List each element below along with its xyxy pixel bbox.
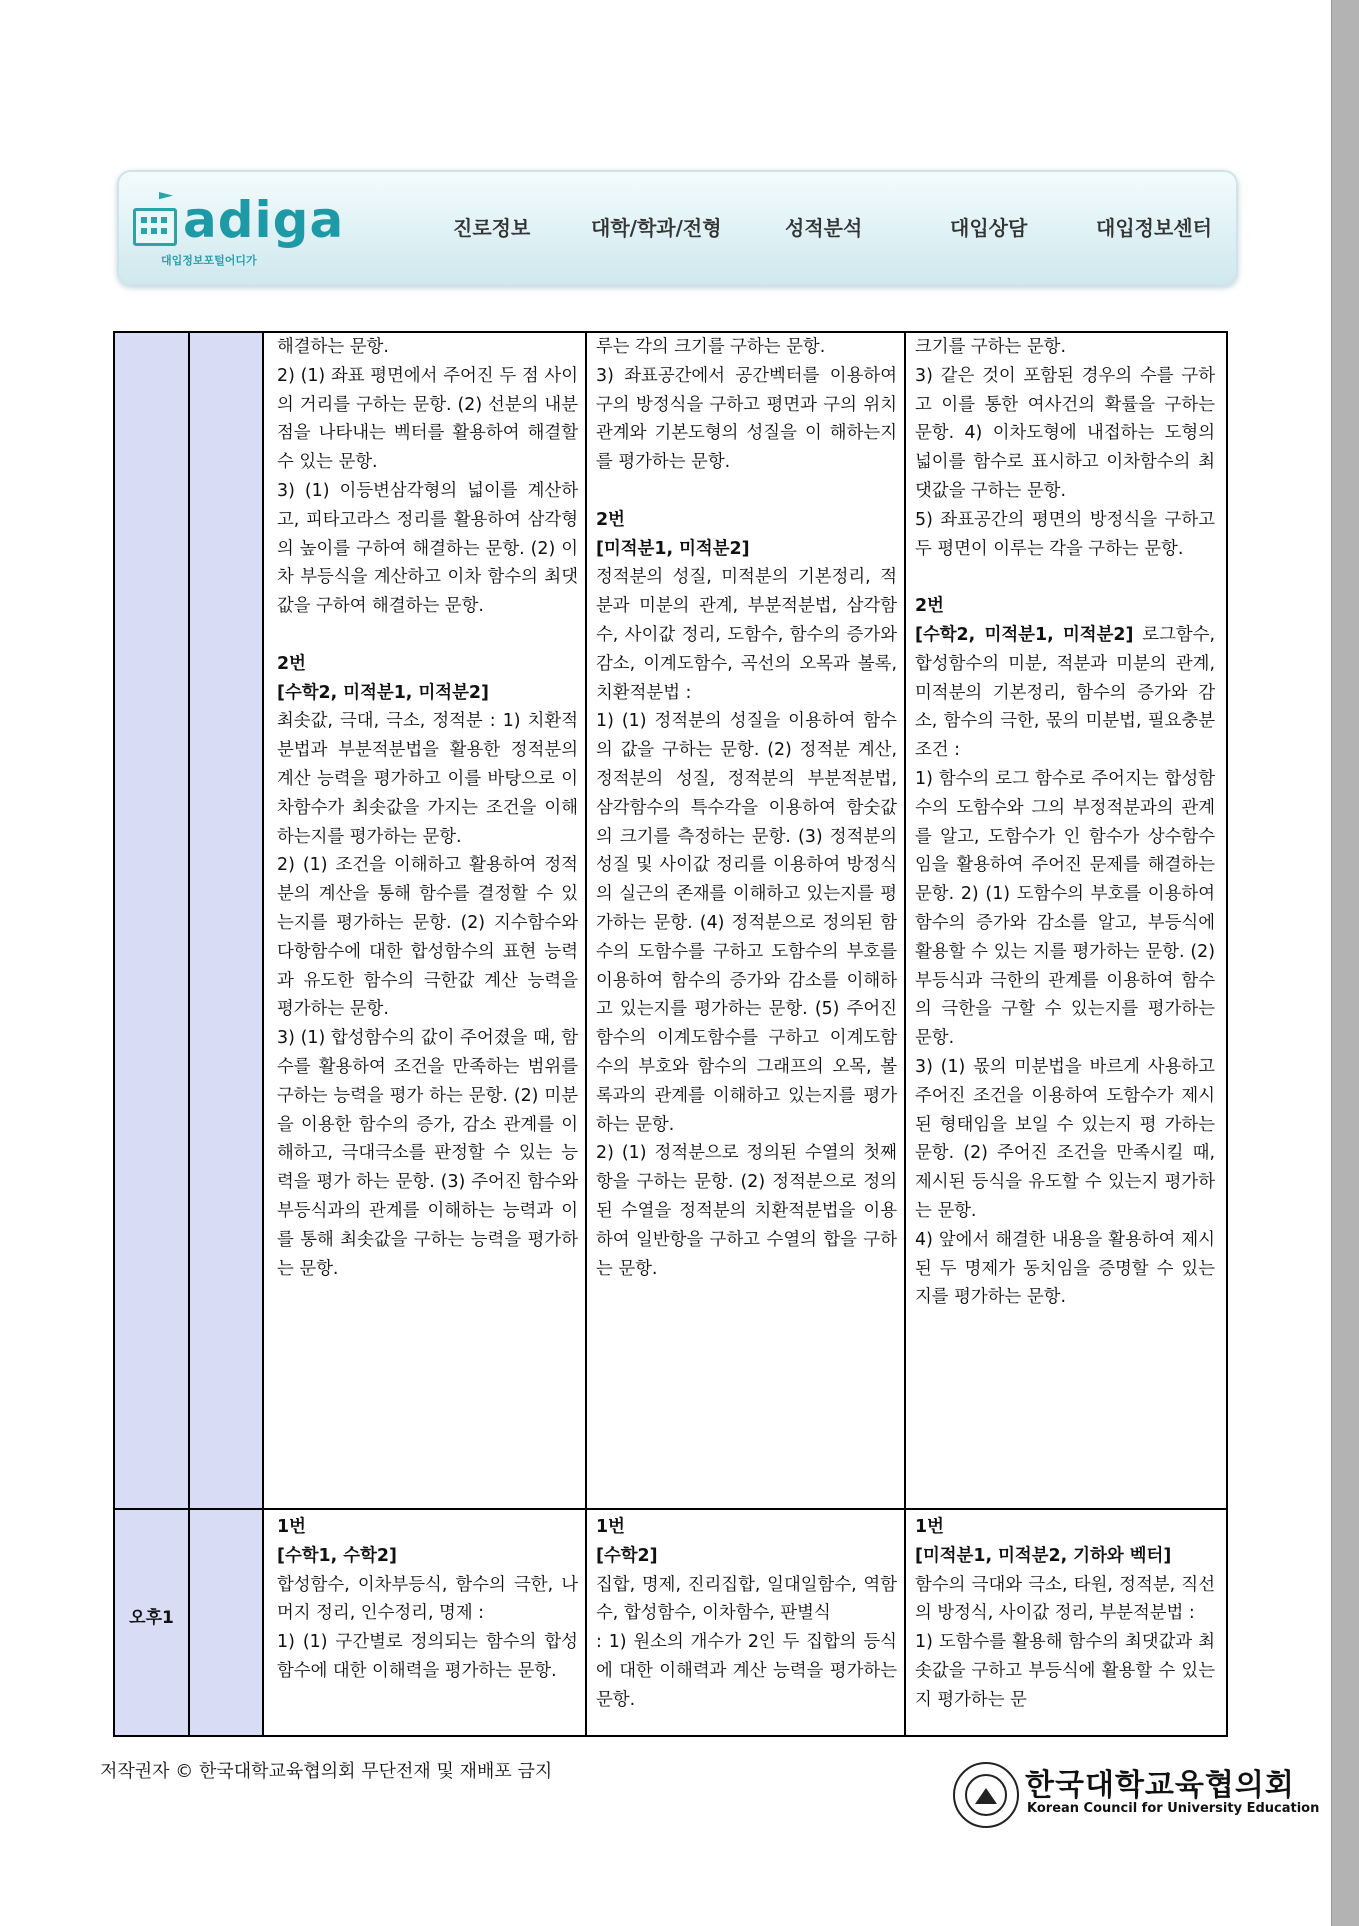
cell-paragraph: 3) 좌표공간에서 공간벡터를 이용하여 구의 방정식을 구하고 평면과 구의 위치관계와 기본도형의 성질을 이 해하는지를 평가하는 문항.: [596, 365, 897, 473]
nav-item-career[interactable]: 진로정보: [453, 216, 531, 240]
cell-paragraph: 1) 도함수를 활용해 함수의 최댓값과 최솟값을 구하고 부등식에 활용할 수 있는지 평가하는 문: [915, 1632, 1215, 1710]
cell-heading: [미적분1, 미적분2, 기하와 벡터]: [915, 1545, 1172, 1566]
cell-paragraph: 2) (1) 조건을 이해하고 활용하여 정적분의 계산을 통해 함수를 결정할 수 있는지를 평가하는 문항. (2) 지수함수와 다항함수에 대한 합성함수의 표현 능력과 유도한 함수의 극한값 계산 능력을 평가하는 문항.: [277, 855, 578, 1020]
paragraph-gap: [277, 621, 578, 650]
session-column: [115, 333, 188, 1735]
cell-heading: 2번: [277, 653, 306, 674]
cell-heading: [수학1, 수학2]: [277, 1545, 397, 1566]
cell-paragraph: 해결하는 문항.: [277, 337, 389, 357]
cell-heading: 1번: [596, 1517, 625, 1537]
sub-column: [190, 333, 262, 1735]
cell-heading: 1번: [915, 1517, 944, 1537]
paragraph-gap: [915, 563, 1215, 592]
cell-paragraph: 5) 좌표공간의 평면의 방정식을 구하고 두 평면이 이루는 각을 구하는 문항.: [915, 509, 1215, 559]
org-name-korean: 한국대학교육협의회: [1025, 1768, 1295, 1803]
cell-heading: [미적분1, 미적분2]: [596, 538, 750, 559]
copyright-notice: 저작권자 © 한국대학교육협의회 무단전재 및 재배포 금지: [100, 1761, 553, 1782]
cell-paragraph: 2) (1) 정적분으로 정의된 수열의 첫째항을 구하는 문항. (2) 정적분으로 정의된 수열을 정적분의 치환적분법을 이용하여 일반항을 구하고 수열의 합을 구하는 문항.: [596, 1143, 897, 1279]
cell-heading: [수학2, 미적분1, 미적분2]: [277, 682, 489, 703]
cell-paragraph: 루는 각의 크기를 구하는 문항.: [596, 337, 826, 357]
cell-row2-col-b: [596, 1513, 897, 1715]
cell-paragraph: 4) 앞에서 해결한 내용을 활용하여 제시된 두 명제가 동치임을 증명할 수 있는지를 평가하는 문항.: [915, 1229, 1215, 1308]
cell-paragraph: 정적분의 성질, 미적분의 기본정리, 적분과 미분의 관계, 부분적분법, 삼각함수, 사이값 정리, 도함수, 함수의 증가와 감소, 이계도함수, 곡선의 오목과 볼록, 치환적분법 :: [596, 567, 897, 703]
cell-row2-col-c: [915, 1513, 1215, 1715]
cell-paragraph: 집합, 명제, 진리집합, 일대일함수, 역함수, 합성함수, 이차함수, 판별식: [596, 1574, 897, 1624]
cell-row1-col-c: [915, 333, 1215, 1312]
nav-item-info-center[interactable]: 대입정보센터: [1096, 216, 1212, 240]
exam-content-table: [113, 331, 1228, 1737]
cell-paragraph: 1) 함수의 로그 함수로 주어지는 합성함수의 도함수와 그의 부정적분과의 관계를 알고, 도함수가 인 함수가 상수함수임을 활용하여 주어진 문제를 해결하는 문항. 2) (1) 도함수의 부호를 이용하여 함수의 증가와 감소를 알고, 부등식에 활용할 수 있는 지를 평가하는 문항. (2) 부등식과 극한의 관계를 이용하여 함수의 극한을 구할 수 있는지를 평가하는 문항.: [915, 768, 1215, 1049]
logo-subtitle: 대입정보포털어디가: [161, 254, 257, 267]
nav-item-university[interactable]: 대학/학과/전형: [591, 216, 722, 240]
paragraph-gap: [596, 477, 897, 506]
session-label: 오후1: [129, 1608, 174, 1628]
cell-paragraph: 함수의 극대와 극소, 타원, 정적분, 직선의 방정식, 사이값 정리, 부분적분법 :: [915, 1574, 1215, 1624]
cell-paragraph: [수학2, 미적분1, 미적분2] 로그함수, 합성함수의 미분, 적분과 미분의 관계, 미적분의 기본정리, 함수의 증가와 감소, 함수의 극한, 몫의 미분법, 필요충분조건 :: [915, 624, 1215, 761]
cell-heading: [수학2]: [596, 1545, 658, 1566]
cell-row1-col-b: [596, 333, 897, 1283]
cell-paragraph: 1) (1) 정적분의 성질을 이용하여 함수의 값을 구하는 문항. (2) 정적분 계산, 정적분의 성질, 정적분의 부분적분법, 삼각함수의 특수각을 이용하여 함숫값의 크기를 측정하는 문항. (3) 정적분의 성질 및 사이값 정리를 이용하여 방정식의 실근의 존재를 이해하고 있는지를 평가하는 문항. (4) 정적분으로 정의된 함수의 도함수를 구하고 도함수의 부호를 이용하여 함수의 증가와 감소를 이해하고 있는지를 평가하는 문항. (5) 주어진 함수의 이계도함수를 구하고 이계도함수의 부호와 함수의 그래프의 오목, 볼록과의 관계를 이해하고 있는지를 평가하는 문항.: [596, 711, 897, 1135]
cell-paragraph: : 1) 원소의 개수가 2인 두 집합의 등식에 대한 이해력과 계산 능력을 평가하는 문항.: [596, 1632, 897, 1710]
logo-wordmark: adiga: [183, 191, 345, 249]
cell-paragraph: 3) 같은 것이 포함된 경우의 수를 구하고 이를 통한 여사건의 확률을 구하는 문항. 4) 이차도형에 내접하는 도형의 넓이를 함수로 표시하고 이차함수의 최댓값을 구하는 문항.: [915, 365, 1215, 501]
header-banner: [117, 170, 1238, 286]
nav-item-score-analysis[interactable]: 성적분석: [785, 216, 863, 240]
cell-paragraph: 3) (1) 몫의 미분법을 바르게 사용하고 주어진 조건을 이용하여 도함수가 제시된 형태임을 보일 수 있는지 평 가하는 문항. (2) 주어진 조건을 만족시킬 때, 제시된 등식을 유도할 수 있는지 평가하는 문항.: [915, 1056, 1215, 1221]
cell-heading: 1번: [277, 1517, 306, 1537]
kcue-logo: [953, 1754, 1320, 1844]
flag-icon: [159, 192, 173, 204]
cell-paragraph: 1) (1) 구간별로 정의되는 함수의 합성함수에 대한 이해력을 평가하는 문항.: [277, 1632, 578, 1681]
cell-paragraph: 최솟값, 극대, 극소, 정적분 : 1) 치환적분법과 부분적분법을 활용한 정적분의 계산 능력을 평가하고 이를 바탕으로 이차함수가 최솟값을 가지는 조건을 이해하는지를 평가하는 문항.: [277, 711, 578, 847]
cell-paragraph: 3) (1) 이등변삼각형의 넓이를 계산하고, 피타고라스 정리를 활용하여 삼각형의 높이를 구하여 해결하는 문항. (2) 이차 부등식을 계산하고 이차 함수의 최댓값을 구하여 해결하는 문항.: [277, 480, 578, 617]
cell-paragraph: 2) (1) 좌표 평면에서 주어진 두 점 사이의 거리를 구하는 문항. (2) 선분의 내분점을 나타내는 벡터를 활용하여 해결할 수 있는 문항.: [277, 365, 578, 473]
nav-item-consulting[interactable]: 대입상담: [950, 216, 1028, 240]
cell-heading: 2번: [915, 596, 944, 617]
cell-heading: 2번: [596, 509, 625, 530]
cell-paragraph: 합성함수, 이차부등식, 함수의 극한, 나머지 정리, 인수정리, 명제 :: [277, 1574, 578, 1624]
main-nav: [119, 212, 1236, 252]
org-name-english: Korean Council for University Education: [1027, 1801, 1320, 1816]
cell-row2-col-a: [277, 1513, 578, 1686]
cell-paragraph: 크기를 구하는 문항.: [915, 337, 1066, 357]
cell-paragraph: 3) (1) 합성함수의 값이 주어졌을 때, 함수를 활용하여 조건을 만족하는 범위를 구하는 능력을 평가 하는 문항. (2) 미분을 이용한 함수의 증가, 감소 관계를 이해하고, 극대극소를 판정할 수 있는 능력을 평가 하는 문항. (3) 주어진 함수와 부등식과의 관계를 이해하는 능력과 이를 통해 최솟값을 구하는 능력을 평가하는 문항.: [277, 1028, 578, 1279]
cell-row1-col-a: [277, 333, 578, 1283]
kcue-seal-icon: [953, 1762, 1019, 1828]
